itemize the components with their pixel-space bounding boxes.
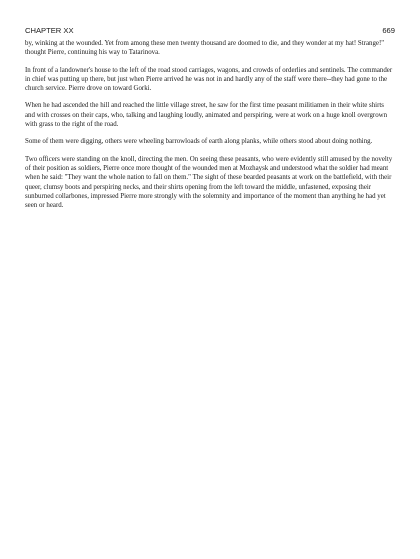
body-text (25, 39, 395, 218)
paragraph: Some of them were digging, others were wheeling barrowloads of earth along planks, while others stood about doing nothing. (25, 138, 373, 146)
chapter-title: CHAPTER XX (25, 26, 74, 35)
page-number: 669 (382, 26, 395, 35)
paragraph: When he had ascended the hill and reached the little village street, he saw for the first time peasant militiamen in their white shirts and with crosses on their caps, who, talking and laughing loudly, animated and perspiring, were at work on a huge knoll overgrown with grass to the right of the road. (25, 102, 388, 129)
paragraph: by, winking at the wounded. Yet from among these men twenty thousand are doomed to die, and they wonder at my hat! Strange!" thought Pierre, continuing his way to Tatarinova. (25, 40, 385, 57)
paragraph: In front of a landowner's house to the left of the road stood carriages, wagons, and crowds of orderlies and sentinels. The commander in chief was putting up there, but just when Pierre arrived he was not in and hardly any of the staff were there--they had gone to the church service. Pierre drove on toward Gorki. (25, 66, 393, 93)
paragraph: Two officers were standing on the knoll, directing the men. On seeing these peasants, who were evidently still amused by the novelty of their position as soldiers, Pierre once more thought of the wounded men at Mozhaysk and understood what the soldier had meant when he said: "They want the whole nation to fall on them." The sight of these bearded peasants at work on the battlefield, with their queer, clumsy boots and perspiring necks, and their shirts opening from the left toward the middle, unfastened, exposing their sunburned collarbones, impressed Pierre more strongly with the solemnity and importance of the moment than anything he had yet seen or heard. (25, 155, 393, 210)
running-head (25, 25, 395, 37)
